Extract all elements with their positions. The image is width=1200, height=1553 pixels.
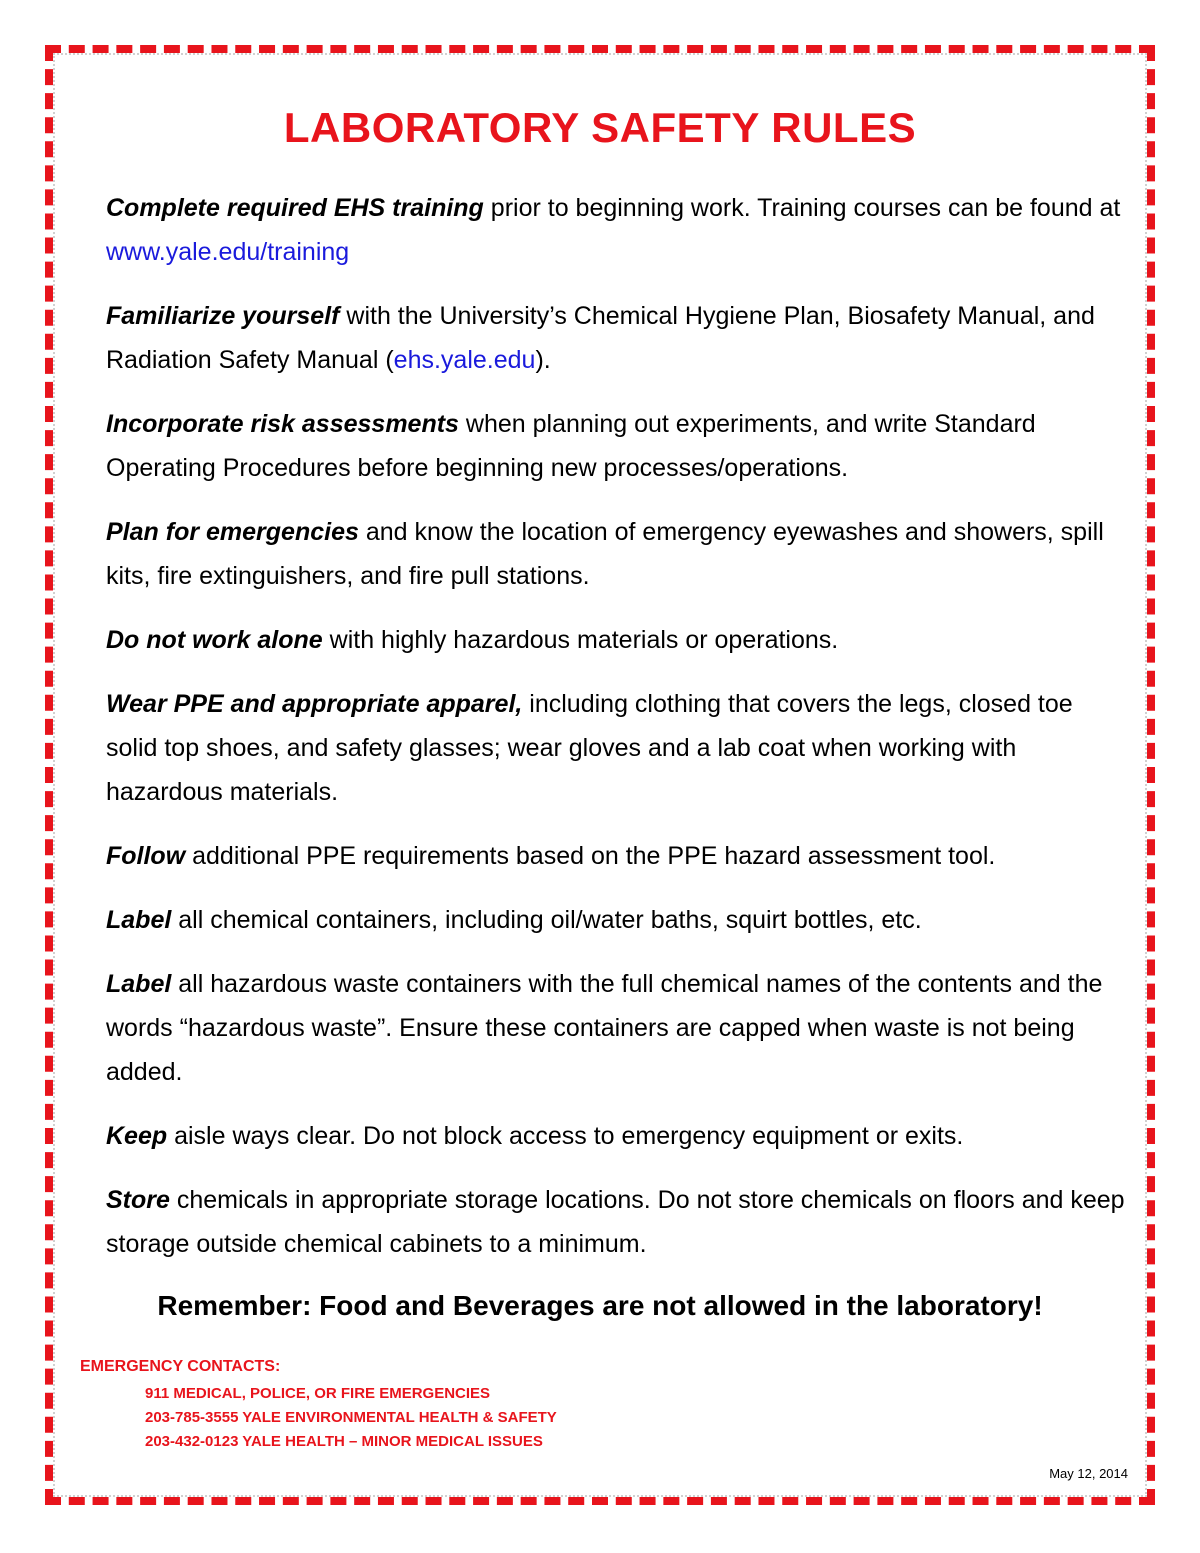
page-title: LABORATORY SAFETY RULES <box>283 104 917 151</box>
rule-lead: Complete required EHS training <box>106 194 484 222</box>
rule-item <box>106 294 1126 382</box>
rule-lead: Keep <box>106 1122 168 1150</box>
rule-text: all hazardous waste containers with the full chemical names of the contents and the words “hazardous waste”. Ensure these containers are capped when waste is not being added. <box>106 970 1103 1086</box>
remember-note: Remember: Food and Beverages are not allowed in the laboratory! <box>157 1290 1043 1321</box>
rule-lead: Plan for emergencies <box>106 518 359 546</box>
rule-lead: Do not work alone <box>106 626 323 654</box>
contact-line: 203-785-3555 YALE ENVIRONMENTAL HEALTH & SAFETY <box>145 1409 557 1426</box>
rule-item <box>106 618 1126 662</box>
document-date: May 12, 2014 <box>1049 1466 1128 1481</box>
rule-text: chemicals in appropriate storage locations. Do not store chemicals on floors and keep storage outside chemical cabinets to a minimum. <box>106 1186 1125 1258</box>
rule-item <box>106 962 1126 1094</box>
rule-lead: Label <box>106 906 172 934</box>
rules-list <box>106 186 1126 1286</box>
rule-text: all chemical containers, including oil/water baths, squirt bottles, etc. <box>171 906 922 934</box>
rule-item <box>106 898 1126 942</box>
rule-lead: Wear PPE and appropriate apparel, <box>106 690 523 718</box>
rule-lead: Follow <box>106 842 186 870</box>
rule-item <box>106 1178 1126 1266</box>
rule-item <box>106 186 1126 274</box>
ehs-link[interactable]: ehs.yale.edu <box>393 346 536 374</box>
rule-lead: Familiarize yourself <box>106 302 340 330</box>
rule-text: including clothing that covers the legs, closed toe solid top shoes, and safety glasses; wear gloves and a lab coat when working with hazardous materials. <box>106 690 1073 806</box>
training-link[interactable]: www.yale.edu/training <box>106 238 350 266</box>
rule-item <box>106 402 1126 490</box>
rule-item <box>106 1114 1126 1158</box>
rule-item <box>106 682 1126 814</box>
rule-text: aisle ways clear. Do not block access to emergency equipment or exits. <box>167 1122 964 1150</box>
rule-text: prior to beginning work. Training courses can be found at <box>483 194 1121 222</box>
contact-line: 911 MEDICAL, POLICE, OR FIRE EMERGENCIES <box>145 1385 491 1402</box>
rule-lead: Label <box>106 970 172 998</box>
rule-text: with highly hazardous materials or operations. <box>322 626 839 654</box>
rule-item <box>106 834 1126 878</box>
rule-text: and know the location of emergency eyewashes and showers, spill kits, fire extinguishers, and fire pull stations. <box>106 518 1104 590</box>
rule-text: with the University’s Chemical Hygiene Plan, Biosafety Manual, and Radiation Safety Manual ( <box>106 302 1095 374</box>
rule-text: when planning out experiments, and write Standard Operating Procedures before beginning new processes/operations. <box>106 410 1036 482</box>
rule-text-tail: ). <box>535 346 551 374</box>
rule-lead: Store <box>106 1186 170 1214</box>
contact-line: 203-432-0123 YALE HEALTH – MINOR MEDICAL ISSUES <box>145 1433 543 1450</box>
rule-text: additional PPE requirements based on the PPE hazard assessment tool. <box>185 842 996 870</box>
rule-lead: Incorporate risk assessments <box>106 410 459 438</box>
rule-item <box>106 510 1126 598</box>
emergency-contacts-heading: EMERGENCY CONTACTS: <box>80 1358 281 1375</box>
